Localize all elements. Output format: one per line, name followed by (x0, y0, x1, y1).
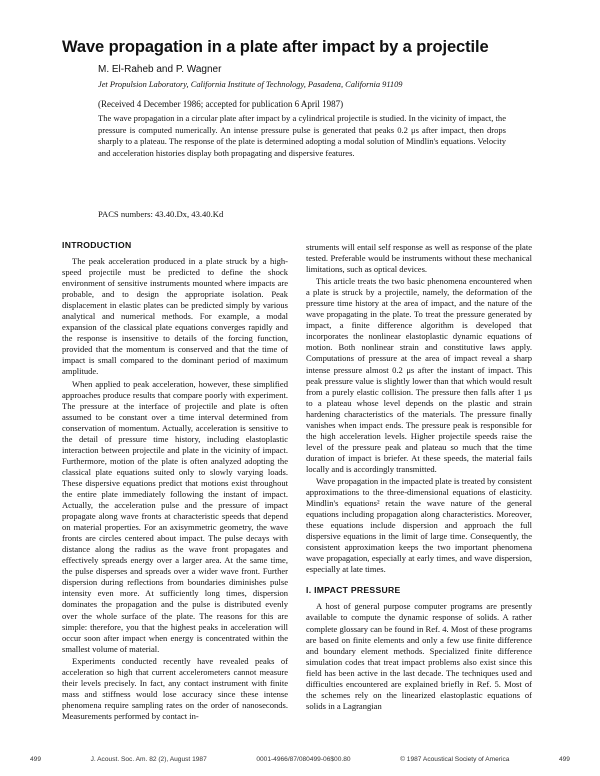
intro-paragraph: The peak acceleration produced in a plate struck by a high-speed projectile must be predicted to define the shock environment of sensitive instruments mounted where impacts are probable, and to design the appropriate isolation. Peak displacement in elastic plates can be predicted simply by various analytical and numerical methods. For example, a modal expansion of the classical plate equations converges rapidly and the response is insensitive to details of the forcing function, provided that the momentum is conserved and that the time of impact is small compared to the dominant period of maximum amplitude. (62, 256, 288, 377)
page-number-left: 499 (30, 756, 42, 763)
right-column (306, 242, 532, 712)
author-affiliation: Jet Propulsion Laboratory, California Institute of Technology, Pasadena, California 91109 (98, 80, 403, 89)
paper-authors: M. El-Raheb and P. Wagner (98, 64, 222, 75)
section-heading-impact-pressure: I. IMPACT PRESSURE (306, 585, 401, 596)
left-column (62, 240, 288, 722)
copyright: © 1987 Acoustical Society of America (400, 756, 510, 763)
intro-continuation: struments will entail self response as well as response of the plate tested. Preferable would be instruments without these mechanical limitations, such as optical devices. (306, 242, 532, 275)
impact-paragraph: A host of general purpose computer programs are presently available to compute the dynamic response of solids. A rather complete glossary can be found in Ref. 4. Most of these programs are based on finite elements and only a few use finite difference and boundary element methods. Specialized finite difference simulation codes that treat impact problems also exist since this field has been active in the last decade. The techniques used and difficulties encountered are explained briefly in Ref. 5. Most of the schemes rely on the linearized elastoplastic equations of solids in a Lagrangian (306, 601, 532, 711)
section-heading-introduction: INTRODUCTION (62, 240, 132, 250)
intro-paragraph: Experiments conducted recently have revealed peaks of acceleration so high that current accelerometers cannot measure their levels precisely. In fact, any contact instrument with finite mass and stiffness would lose accuracy since these intense phenomena require sampling rates on the order of nanoseconds. Measurements performed by contact in- (62, 655, 288, 721)
journal-citation: J. Acoust. Soc. Am. 82 (2), August 1987 (90, 756, 207, 763)
article-code: 0001-4966/87/080499-06$00.80 (256, 756, 351, 763)
paper-title: Wave propagation in a plate after impact by a projectile (62, 38, 489, 56)
pacs-numbers: PACS numbers: 43.40.Dx, 43.40.Kd (98, 209, 224, 219)
received-date: (Received 4 December 1986; accepted for publication 6 April 1987) (98, 99, 344, 109)
abstract: The wave propagation in a circular plate after impact by a cylindrical projectile is studied. In the vicinity of impact, the pressure is computed numerically. An intense pressure pulse is generated that peaks 0.2 μs after impact, then drops sharply to a plateau. The response of the plate is determined adopting a modal solution of Mindlin's equations. Velocity and acceleration histories display both propagating and dispersive features. (98, 113, 506, 158)
intro-paragraph: Wave propagation in the impacted plate is treated by consistent approximations to the three-dimensional equations of elasticity. Mindlin's equations² retain the wave nature of the general equations including propagation along characteristics. Moreover, these equations include dispersion and approach the full dispersive equations in the limit of large time. Consequently, the consistent approximation keeps the two important phenomena wave propagation, especially at early times, and wave dispersion, especially at late times. (306, 475, 533, 575)
page-number-right: 499 (558, 756, 570, 763)
page-footer (30, 756, 570, 763)
intro-paragraph: This article treats the two basic phenomena encountered when a plate is struck by a projectile, namely, the deformation of the pressure time history at the area of impact, and the nature of the wave propagating in the plate. To treat the pressure generated by impact, a finite difference algorithm is developed that incorporates the nonlinear elastoplastic dynamic equations of motion. Both nonlinear strain and constitutive laws apply. Computations of pressure at the area of impact reveal a sharp intense pressure almost 0.2 μs after the instant of impact. This peak pressure value is slightly lower than that which would result from a purely elastic collision. The pressure then falls after 1 μs to a plateau whose level depends on the plastic and strain hardening characteristics of the materials. The pressure finally vanishes when impact ends. The pressure peak is responsible for the high acceleration levels. Higher projectile speeds raise the level of the pressure peak and plateau so much that the time duration of impact is briefer. At these speeds, the material fails locally and is accordingly transmitted. (306, 276, 532, 474)
intro-paragraph: When applied to peak acceleration, however, these simplified approaches produce results that compare poorly with experiment. The pressure at the interface of projectile and plate is often assumed to be constant over a time interval determined from conservation of momentum. Actually, acceleration is sensitive to the detail of pressure time history, including elastoplastic interaction between projectile and plate in the vicinity of impact. Furthermore, motion of the plate is often analyzed adopting the classical plate equations suited only to slowly varying loads. These dispersive equations predict that motions exist throughout the entire plate immediately following the instant of impact. Actually, the acceleration pulse and the pressure of impact propagate along wave fronts at characteristic speeds that depend on material properties. For an axisymmetric geometry, the wave fronts are circles centered about impact. The pulse decays with distance along the radius as the wave front propagates and effectively spreads energy over a larger area. At the same time, the pulse disperses and spreads over a wider wave front. Further dispersion during reflections from boundaries diminishes pulse intensity even more. At sufficiently long times, dispersion dominates the propagation and the pulse is distributed evenly over the whole surface of the plate. The reasons for this are simple: therefore, you that the highest peaks in acceleration will occur soon after impact when energy is concentrated within the smallest volume of material. (62, 378, 288, 654)
